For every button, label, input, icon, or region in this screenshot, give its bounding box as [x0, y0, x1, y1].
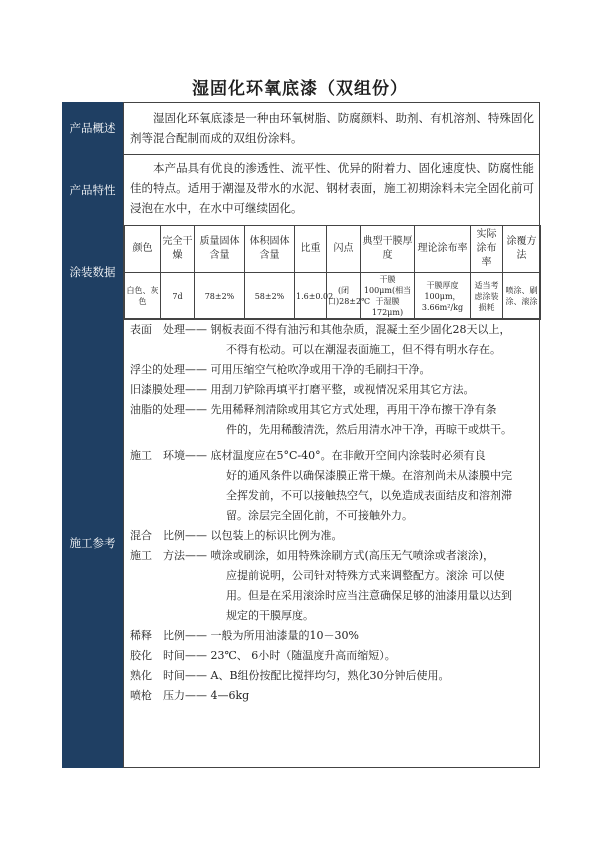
item-key: 油脂的处理——: [130, 403, 207, 416]
overview-label: 产品概述: [62, 102, 124, 154]
table-header-cell: 比重: [295, 226, 327, 273]
item-text: 规定的干膜厚度。: [226, 609, 314, 622]
item-text: 23℃、 6小时（随温度升高而缩短）。: [210, 649, 396, 662]
table-header-cell: 颜色: [125, 226, 161, 273]
overview-text: 湿固化环氧底漆是一种由环氧树脂、防腐颜料、助剂、有机溶剂、特殊固化剂等混合配制而成的双组份涂料。: [130, 111, 534, 145]
item-key: 浮尘的处理——: [130, 363, 207, 376]
item-text: 好的通风条件以确保漆膜正常干燥。在溶剂尚未从漆膜中完: [226, 469, 512, 482]
item-text: 件的，先用稀酸清洗，然后用清水冲干净，再晾干或烘干。: [226, 423, 512, 436]
coating-data-table: [124, 225, 541, 320]
item-key: 表面 处理——: [130, 323, 207, 336]
construction-item: [130, 360, 534, 380]
table-row: [125, 273, 541, 320]
construction-list: [130, 320, 534, 706]
item-text: 用刮刀铲除再填平打磨平整，或视情况采用其它方法。: [210, 383, 475, 396]
table-header-cell: 体积固体含量: [245, 226, 295, 273]
construction-item: [130, 400, 534, 420]
coating-data-label: 涂装数据: [62, 225, 124, 318]
item-text: 留。涂层完全固化前，不可接触外力。: [226, 509, 413, 522]
item-key: 喷枪 压力——: [130, 689, 207, 702]
item-text: 一般为所用油漆量的10－30%: [210, 629, 359, 642]
construction-item: [130, 686, 534, 706]
divider: [62, 154, 540, 155]
table-cell: 7d: [161, 273, 195, 320]
table-cell: 喷涂、刷涂、滚涂: [503, 273, 541, 320]
construction-item: [130, 380, 534, 400]
construction-label: 施工参考: [62, 318, 124, 768]
construction-item: [130, 546, 534, 566]
construction-item: [130, 446, 534, 466]
item-text: 可用压缩空气枪吹净或用干净的毛刷扫干净。: [210, 363, 431, 376]
table-cell: 58±2%: [245, 273, 295, 320]
table-cell: 适当考虑涂装损耗: [471, 273, 503, 320]
table-header-cell: 闪点: [327, 226, 361, 273]
table-header-cell: 涂覆方法: [503, 226, 541, 273]
item-text: 不得有松动。可以在潮湿表面施工，但不得有明水存在。: [226, 343, 501, 356]
construction-item: [130, 646, 534, 666]
table-cell: (闭口)28±2℃: [327, 273, 361, 320]
construction-item: [130, 320, 534, 340]
table-cell: 干膜厚度100μm，3.66m²/kg: [415, 273, 471, 320]
table-cell: 78±2%: [195, 273, 245, 320]
item-key: 施工 方法——: [130, 549, 207, 562]
divider: [62, 318, 540, 319]
table-header-row: [125, 226, 541, 273]
item-key: 混合 比例——: [130, 529, 207, 542]
table-header-cell: 质量固体含量: [195, 226, 245, 273]
item-text: A、B组份按配比搅拌均匀，熟化30分钟后使用。: [210, 669, 450, 682]
item-text: 用。但是在采用滚涂时应当注意确保足够的油漆用量以达到: [226, 589, 512, 602]
table-cell: 白色、灰色: [125, 273, 161, 320]
table-header-cell: 典型干膜厚度: [361, 226, 415, 273]
item-text: 底材温度应在5°C-40°。在非敞开空间内涂装时必须有良: [210, 449, 486, 462]
table-header-cell: 理论涂布率: [415, 226, 471, 273]
item-key: 胶化 时间——: [130, 649, 207, 662]
item-text: 以包装上的标识比例为准。: [210, 529, 343, 542]
item-key: 施工 环境——: [130, 449, 207, 462]
table-header-cell: 完全干燥: [161, 226, 195, 273]
document-title: 湿固化环氧底漆（双组份）: [192, 79, 408, 99]
item-text: 4—6kg: [210, 689, 250, 702]
item-key: 旧漆膜处理——: [130, 383, 207, 396]
item-text: 应提前说明，公司针对特殊方式来调整配方。滚涂 可以使: [226, 569, 505, 582]
item-text: 先用稀释剂清除或用其它方式处理，再用干净布擦干净有条: [210, 403, 497, 416]
construction-item: [130, 666, 534, 686]
item-text: 喷涂或刷涂，如用特殊涂刷方式(高压无气喷涂或者滚涂)，: [210, 549, 495, 562]
features-text: 本产品具有优良的渗透性、流平性、优异的附着力、固化速度快、防腐性能佳的特点。适用于潮湿及带水的水泥、钢材表面，施工初期涂料未完全固化前可浸泡在水中，在水中可继续固化。: [130, 161, 534, 215]
item-text: 全挥发前，不可以接触热空气，以免造成表面结皮和溶剂滞: [226, 489, 512, 502]
table-header-cell: 实际涂布率: [471, 226, 503, 273]
table-cell: 1.6±0.02: [295, 273, 327, 320]
construction-item: [130, 526, 534, 546]
item-key: 熟化 时间——: [130, 669, 207, 682]
features-label: 产品特性: [62, 154, 124, 225]
item-key: 稀释 比例——: [130, 629, 207, 642]
construction-item: [130, 626, 534, 646]
item-text: 钢板表面不得有油污和其他杂质，混凝土至少固化28天以上，: [210, 323, 511, 336]
table-cell: 干膜100μm(相当于湿膜172μm): [361, 273, 415, 320]
